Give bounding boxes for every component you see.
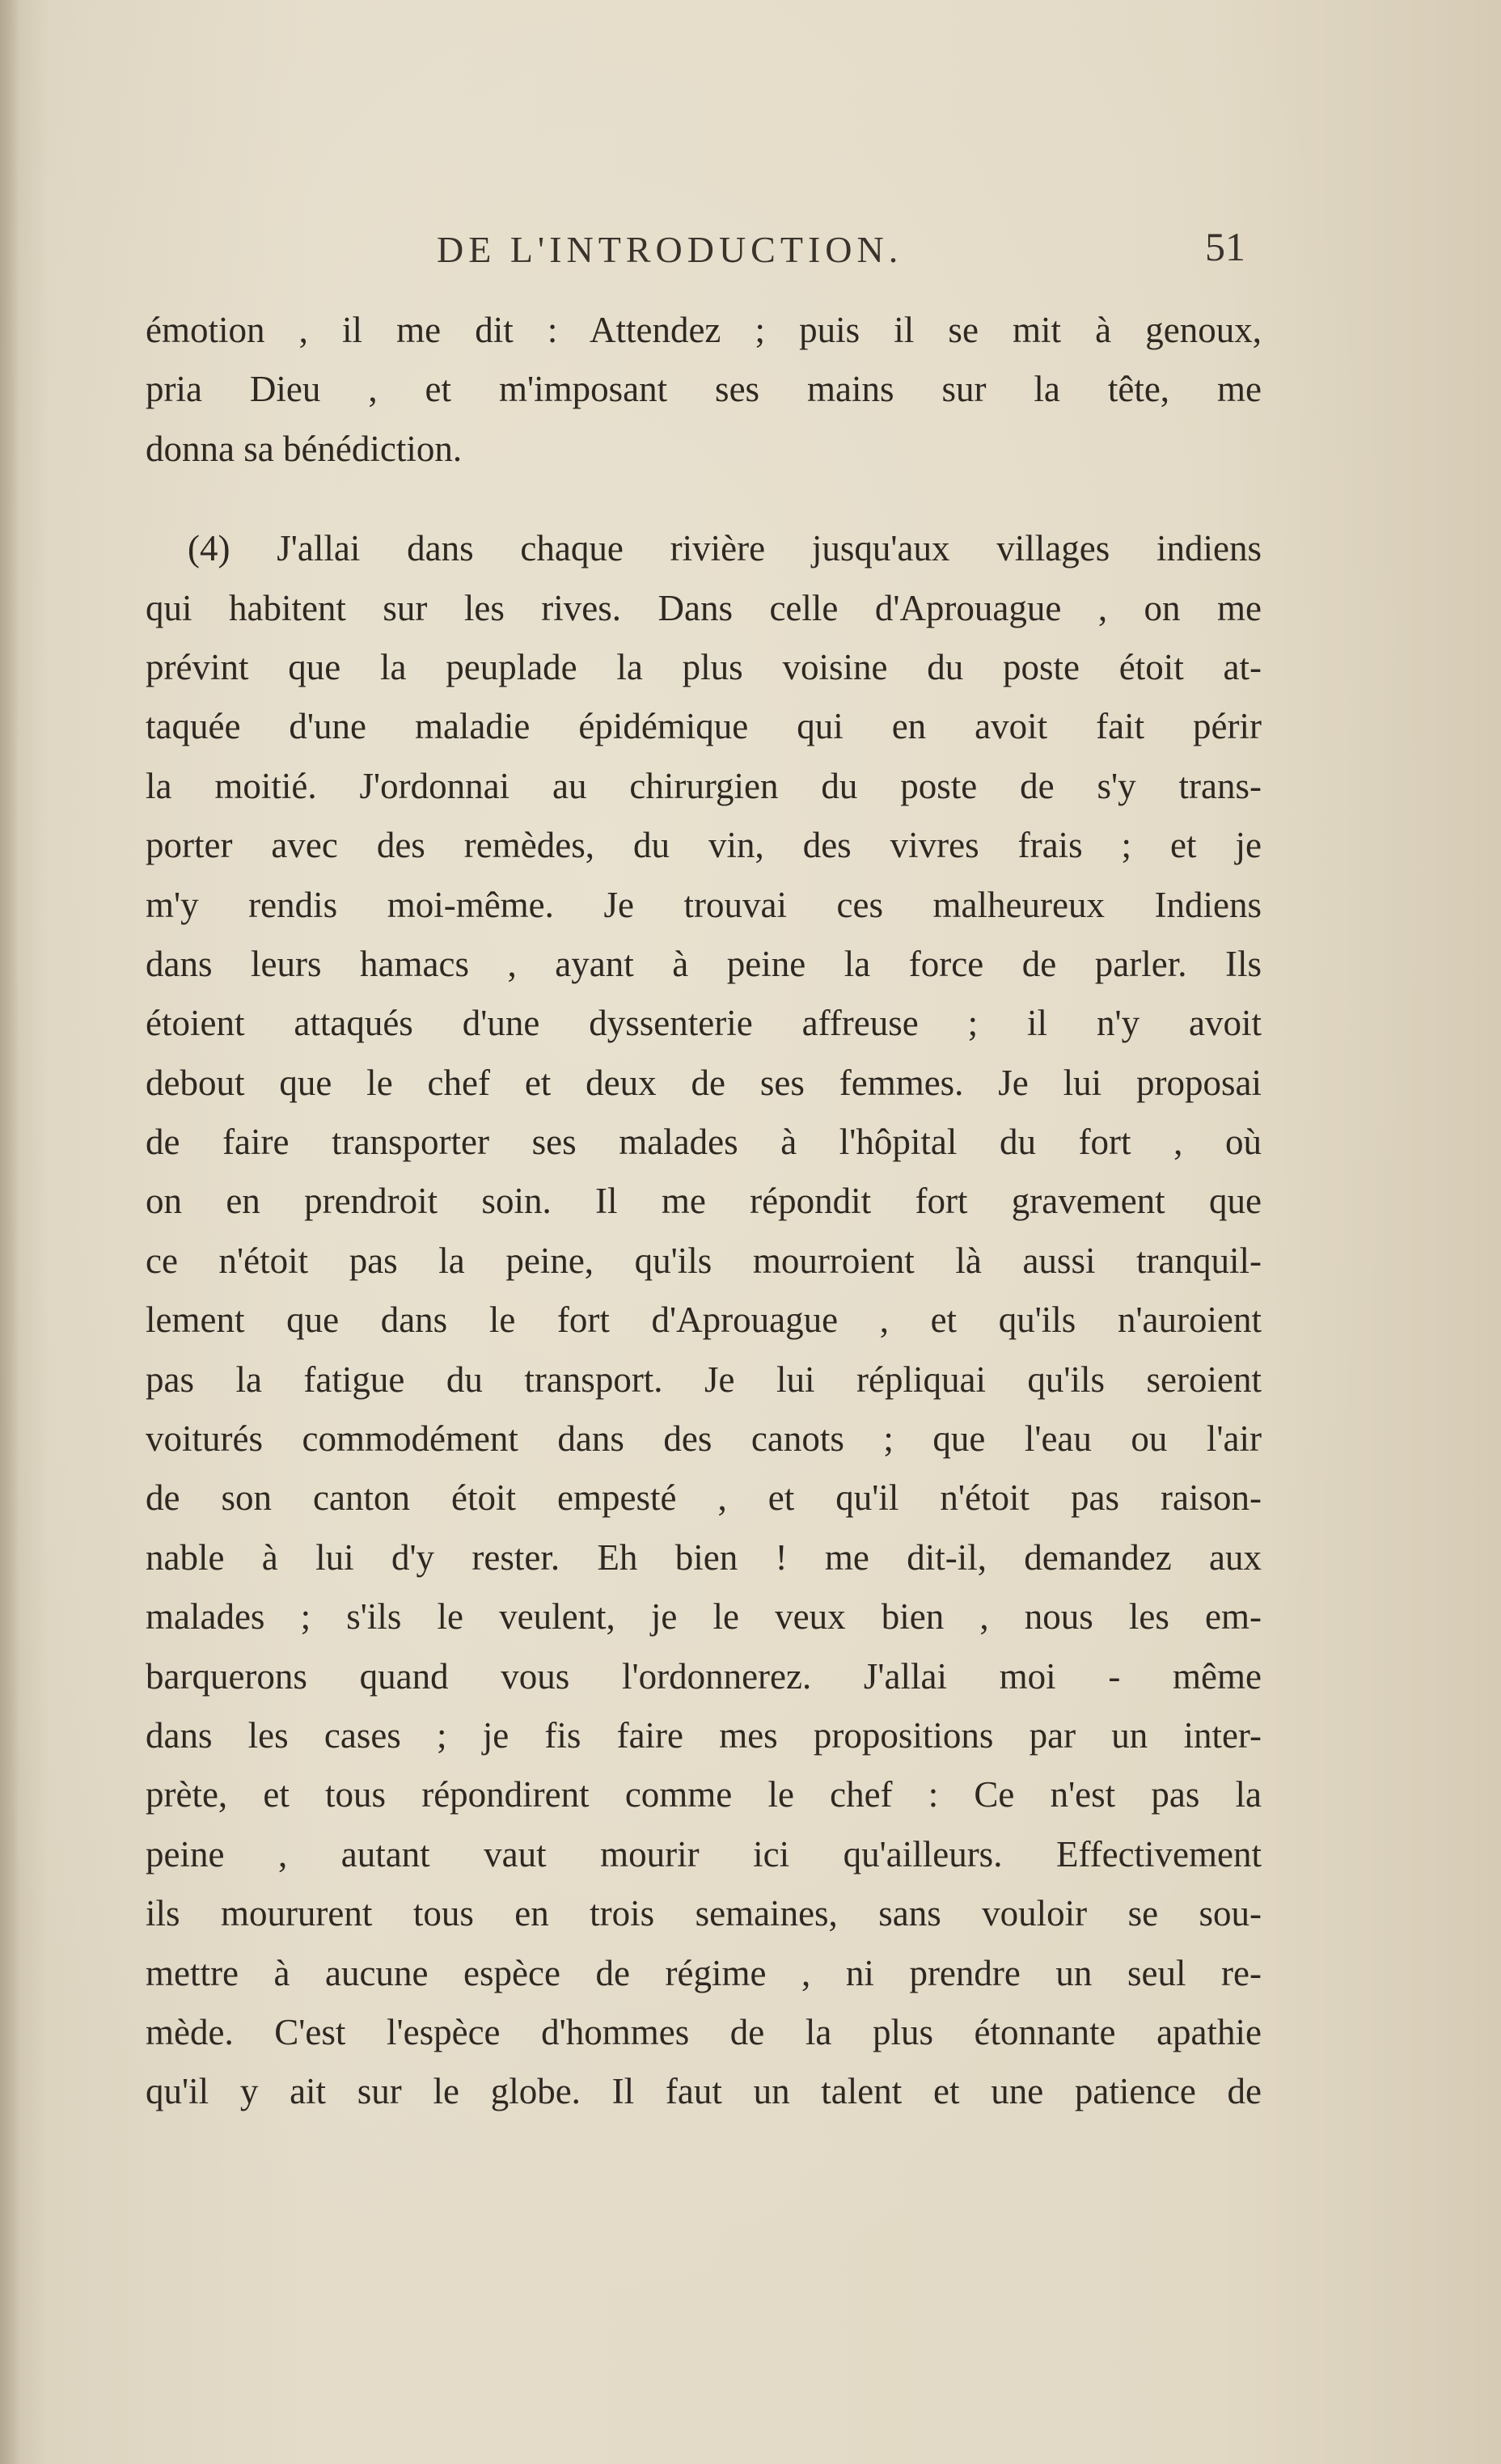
text-line: (4) J'allai dans chaque rivière jusqu'aux villages indiens [188, 528, 1262, 569]
text-line: prète, et tous répondirent comme le chef : Ce n'est pas la [146, 1774, 1262, 1815]
paragraph-gap [146, 479, 1262, 519]
text-line: dans les cases ; je fis faire mes propositions par un inter- [146, 1714, 1262, 1756]
paragraph [146, 301, 1262, 479]
text-line: m'y rendis moi-même. Je trouvai ces malheureux Indiens [146, 884, 1262, 925]
running-title: DE L'INTRODUCTION. [437, 229, 903, 270]
text-line: peine , autant vaut mourir ici qu'ailleurs. Effectivement [146, 1833, 1262, 1874]
body-text [146, 301, 1262, 2122]
text-line: malades ; s'ils le veulent, je le veux bien , nous les em- [146, 1596, 1262, 1638]
text-line: la moitié. J'ordonnai au chirurgien du poste de s'y trans- [146, 765, 1262, 806]
text-line: émotion , il me dit : Attendez ; puis il se mit à genoux, [146, 310, 1262, 350]
text-line: prévint que la peuplade la plus voisine du poste étoit at- [146, 646, 1262, 687]
text-line: ils moururent tous en trois semaines, sans vouloir se sou- [146, 1893, 1262, 1934]
text-line: dans leurs hamacs , ayant à peine la force de parler. Ils [146, 943, 1262, 984]
text-line: qu'il y ait sur le globe. Il faut un talent et une patience de [146, 2071, 1262, 2112]
text-line: donna sa bénédiction. [146, 428, 463, 469]
running-head [146, 224, 1245, 277]
text-line: de son canton étoit empesté , et qu'il n'étoit pas raison- [146, 1477, 1262, 1519]
paragraph [146, 519, 1262, 2122]
binding-shadow [0, 0, 19, 2464]
text-line: mède. C'est l'espèce d'hommes de la plus étonnante apathie [146, 2011, 1262, 2052]
text-line: taquée d'une maladie épidémique qui en avoit fait périr [146, 706, 1262, 747]
text-line: de faire transporter ses malades à l'hôpital du fort , où [146, 1122, 1262, 1163]
text-line: qui habitent sur les rives. Dans celle d'Aprouague , on me [146, 587, 1262, 628]
text-line: voiturés commodément dans des canots ; que l'eau ou l'air [146, 1418, 1262, 1460]
page-number: 51 [1205, 224, 1245, 269]
text-line: on en prendroit soin. Il me répondit fort gravement que [146, 1181, 1262, 1222]
text-line: barquerons quand vous l'ordonnerez. J'allai moi - même [146, 1655, 1262, 1697]
text-line: nable à lui d'y rester. Eh bien ! me dit-il, demandez aux [146, 1536, 1262, 1578]
text-line: pas la fatigue du transport. Je lui répliquai qu'ils seroient [146, 1359, 1262, 1400]
text-line: pria Dieu , et m'imposant ses mains sur la tête, me [146, 369, 1262, 410]
text-line: debout que le chef et deux de ses femmes. Je lui proposai [146, 1062, 1262, 1103]
text-line: lement que dans le fort d'Aprouague , et qu'ils n'auroient [146, 1300, 1262, 1341]
text-line: étoient attaqués d'une dyssenterie affreuse ; il n'y avoit [146, 1003, 1262, 1044]
text-line: mettre à aucune espèce de régime , ni prendre un seul re- [146, 1952, 1262, 1993]
text-line: porter avec des remèdes, du vin, des vivres frais ; et je [146, 825, 1262, 866]
text-line: ce n'étoit pas la peine, qu'ils mourroient là aussi tranquil- [146, 1240, 1262, 1281]
